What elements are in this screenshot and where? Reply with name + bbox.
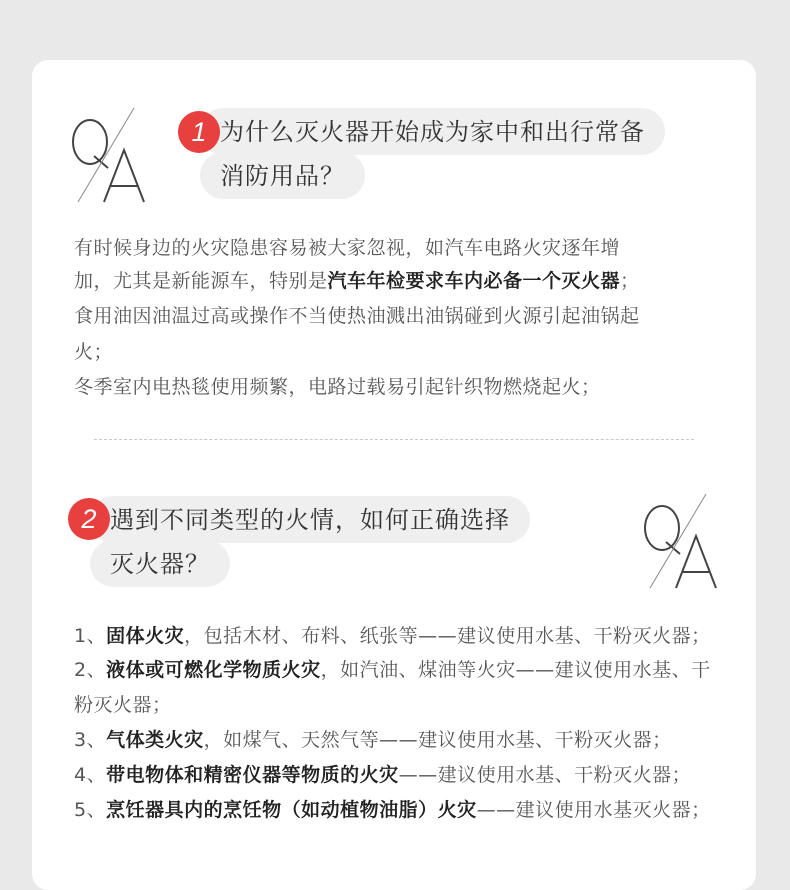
list-item-4: 4、带电物体和精密仪器等物质的火灾——建议使用水基、干粉灭火器； — [74, 764, 692, 786]
list-item-2: 2、液体或可燃化学物质火灾，如汽油、煤油等火灾——建议使用水基、干 — [74, 659, 711, 681]
question-2-line-1: 遇到不同类型的火情，如何正确选择 — [90, 496, 530, 543]
question-1-line-1: 为什么灭火器开始成为家中和出行常备 — [200, 108, 665, 155]
list-item-1: 1、固体火灾，包括木材、布料、纸张等——建议使用水基、干粉灭火器； — [74, 625, 711, 647]
list-item-2-continued: 粉灭火器； — [74, 694, 172, 716]
qa-mark-icon — [64, 104, 154, 204]
answer-1-line-5: 冬季室内电热毯使用频繁，电路过载易引起针织物燃烧起火； — [74, 376, 601, 398]
question-1-line-2: 消防用品？ — [200, 152, 365, 199]
highlight-text: 汽车年检要求车内必备一个灭火器 — [327, 270, 621, 292]
answer-1-line-1: 有时候身边的火灾隐患容易被大家忽视，如汽车电路火灾逐年增 — [74, 237, 621, 259]
number-badge-2: 2 — [68, 498, 110, 540]
answer-1-line-2: 加，尤其是新能源车，特别是汽车年检要求车内必备一个灭火器； — [74, 270, 640, 292]
answer-1-line-4: 火； — [74, 341, 114, 363]
dashed-divider — [94, 439, 694, 440]
list-item-3: 3、气体类火灾，如煤气、天然气等——建议使用水基、干粉灭火器； — [74, 729, 672, 751]
question-2-line-2: 灭火器？ — [90, 540, 230, 587]
number-badge-1: 1 — [178, 111, 220, 153]
list-item-5: 5、烹饪器具内的烹饪物（如动植物油脂）火灾——建议使用水基灭火器； — [74, 799, 711, 821]
qa-mark-icon — [636, 490, 726, 590]
answer-1-line-3: 食用油因油温过高或操作不当使热油溅出油锅碰到火源引起油锅起 — [74, 305, 640, 327]
